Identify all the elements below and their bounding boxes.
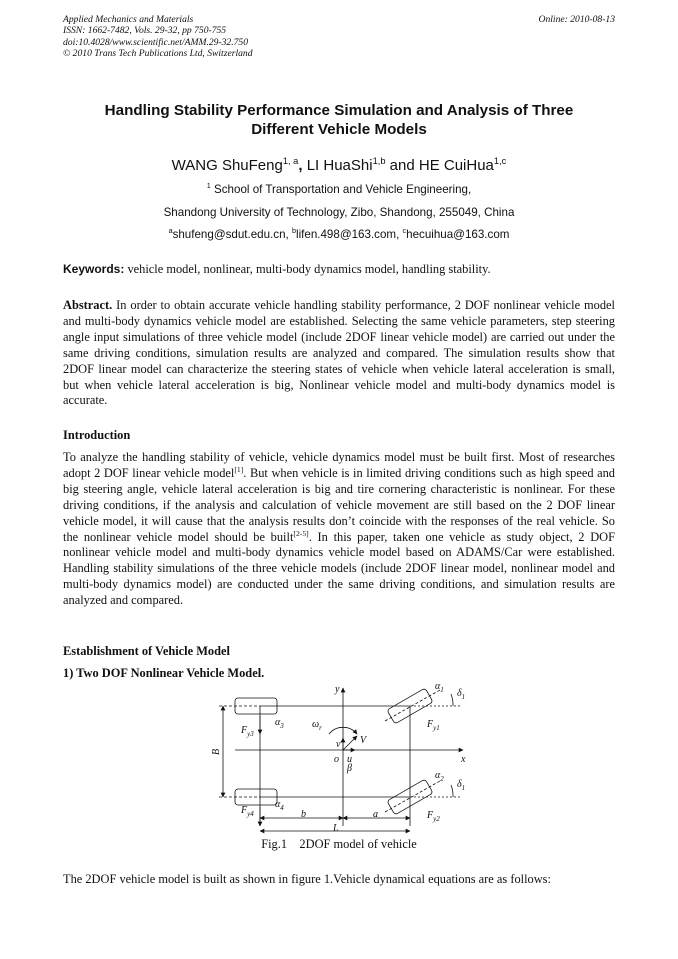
author-2-sup: 1,b xyxy=(372,156,386,166)
alpha2-label: $\alpha_2$ xyxy=(435,770,444,783)
keywords-text: vehicle model, nonlinear, multi-body dynamics model, handling stability. xyxy=(127,262,491,276)
journal-name: Applied Mechanics and Materials xyxy=(63,14,194,25)
subsection-heading: 1) Two DOF Nonlinear Vehicle Model. xyxy=(63,666,265,680)
b-dimension-label: B xyxy=(211,748,222,755)
author-3: HE CuiHua xyxy=(418,157,494,174)
y-axis-label: y xyxy=(335,684,340,695)
figure-caption: Fig.1 2DOF model of vehicle xyxy=(261,837,417,851)
force-fy3-label: $F_{y3}$ xyxy=(241,725,254,738)
keywords xyxy=(63,262,615,278)
velocity-label: V xyxy=(360,735,367,746)
alpha4-label: $\alpha_4$ xyxy=(275,799,284,812)
b-distance-label: b xyxy=(301,809,306,820)
page-header xyxy=(63,14,615,59)
steer-angle-arc-front-right xyxy=(451,785,453,797)
section-heading: Establishment of Vehicle Model xyxy=(63,644,230,658)
v-label: v xyxy=(336,739,341,750)
affiliation-line-2: Shandong University of Technology, Zibo, Shandong, 255049, China xyxy=(163,206,515,219)
introduction-text: To analyze the handling stability of vehicle, vehicle dynamics model must be built first. Most of researches adopt 2 DOF linear vehicle model[1]. But when vehicle is in limited driving conditions such as high speed and big steering angle, vehicle lateral acceleration is big and tire cornering characteristic is nonlinear. For these driving conditions, if the analysis and calculation of vehicle movement are still based on the 2 DOF linear vehicle model, it will cause that the analysis results don’t coincide with the responses of the real vehicle. So the nonlinear vehicle model should be built[2-5]. In this paper, taken one vehicle as study object, 2 DOF nonlinear vehicle model and multi-body dynamics vehicle model based on ADAMS/Car were established. Handling stability simulations of the three vehicle models (include 2DOF linear model, nonlinear model and multi-body dynamics model) are conducted under the same driving conditions, and simulation results are analyzed and compared. xyxy=(63,450,615,608)
author-list: WANG ShuFeng$^{1, a}$, LI HuaShi$^{1,b}$ and HE CuiHua$^{1,c}$ xyxy=(171,156,507,174)
u-label: u xyxy=(347,754,352,765)
email-line: $^a$shufeng@sdut.edu.cn, $^b$lifen.498@163.com, $^c$hecuihua@163.com xyxy=(168,226,510,241)
author-1: WANG ShuFeng xyxy=(171,157,283,174)
title-line-2: Different Vehicle Models xyxy=(251,121,427,138)
force-fy4-label: $F_{y4}$ xyxy=(241,805,254,818)
copyright-line: © 2010 Trans Tech Publications Ltd, Switzerland xyxy=(63,47,253,59)
beta-label: β xyxy=(347,763,352,774)
origin-label: o xyxy=(334,754,339,765)
author-and: and xyxy=(389,157,415,174)
reference-2-5: [2-5] xyxy=(293,528,309,538)
closing-text: The 2DOF vehicle model is built as shown in figure 1.Vehicle dynamical equations are as follows: xyxy=(63,872,551,886)
alpha3-label: $\alpha_3$ xyxy=(275,717,284,730)
paper-title xyxy=(63,101,615,139)
delta1-front-left-label: $\delta_1$ xyxy=(457,688,466,701)
email-a: shufeng@sdut.edu.cn, xyxy=(172,228,289,241)
author-2: LI HuaShi xyxy=(306,157,373,174)
l-dimension-label: L xyxy=(333,823,339,834)
abstract xyxy=(63,298,615,409)
issn-line: ISSN: 1662-7482, Vols. 29-32, pp 750-755 xyxy=(63,25,227,37)
abstract-text: In order to obtain accurate vehicle handling stability performance, 2 DOF nonlinear vehicle model and multi-body dynamics vehicle model are established. Selecting the same vehicle parameters, step steering angle input simulations of three vehicle model (include 2DOF linear vehicle model) are carried out under the same driving conditions, simulation results are analyzed and compared. The simulation results show that 2DOF linear model can characterize the steering states of vehicle when vehicle lateral acceleration is small, but when vehicle lateral acceleration is big, Nonlinear vehicle model and multi-body dynamics model is accurate. xyxy=(63,298,615,408)
author-3-sup: 1,c xyxy=(493,156,507,166)
alpha1-label: $\alpha_1$ xyxy=(435,681,444,694)
online-date: Online: 2010-08-13 xyxy=(538,14,615,25)
x-axis-label: x xyxy=(461,754,466,765)
velocity-vector xyxy=(343,736,357,750)
affiliation-line-1: $^1$ School of Transportation and Vehicle Engineering, xyxy=(206,181,472,196)
title-line-1: Handling Stability Performance Simulation and Analysis of Three xyxy=(104,102,574,119)
delta1-front-right-label: $\delta_1$ xyxy=(457,779,466,792)
email-c: hecuihua@163.com xyxy=(406,228,510,241)
force-fy1-label: $F_{y1}$ xyxy=(427,719,440,732)
a-distance-label: a xyxy=(373,809,378,820)
author-1-sup: 1, a xyxy=(282,156,299,166)
doi-line: doi:10.4028/www.scientific.net/AMM.29-32.750 xyxy=(63,36,249,48)
omega-label: $\omega_r$ xyxy=(312,719,322,732)
reference-1: [1] xyxy=(234,464,244,474)
abstract-label: Abstract. xyxy=(63,298,113,312)
affiliation-sup: 1 xyxy=(206,181,211,191)
introduction-heading: Introduction xyxy=(63,428,131,442)
steer-angle-arc-front-left xyxy=(451,694,453,706)
email-b: lifen.498@163.com, xyxy=(296,228,400,241)
vehicle-model-figure xyxy=(205,676,475,836)
keywords-label: Keywords: xyxy=(63,262,125,276)
force-fy2-label: $F_{y2}$ xyxy=(427,810,440,823)
